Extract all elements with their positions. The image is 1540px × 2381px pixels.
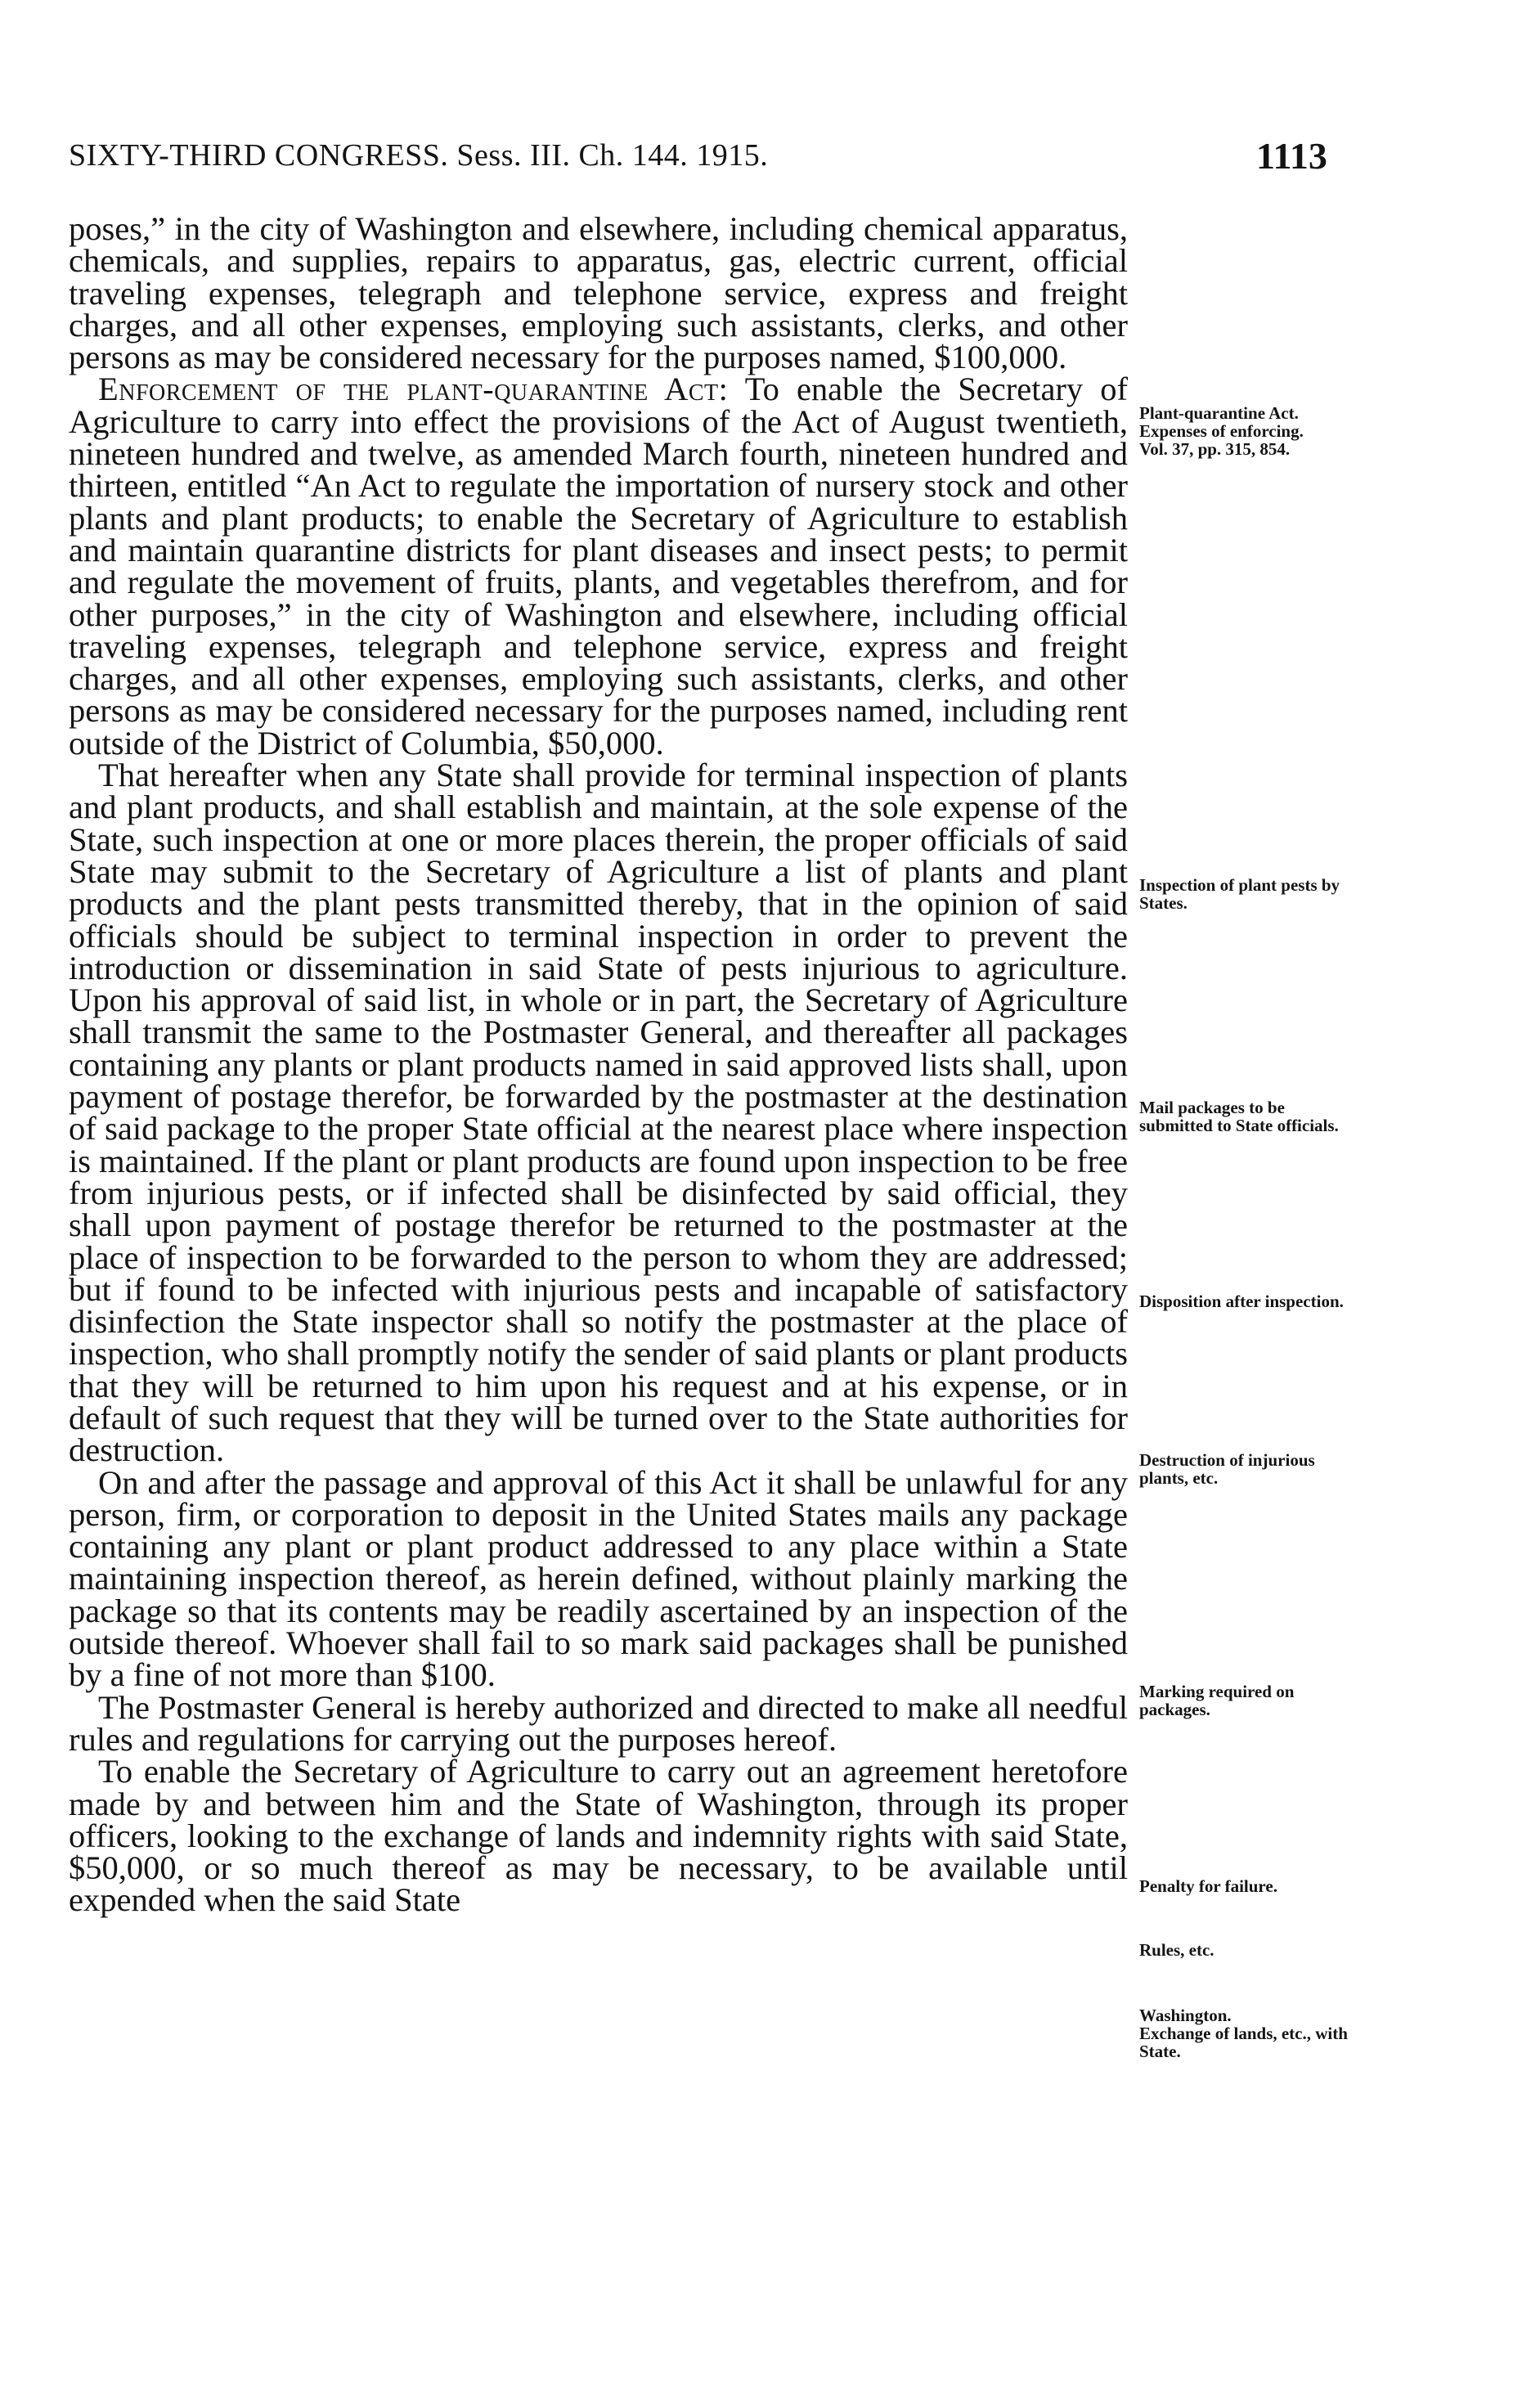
margin-note-line: Destruction of injurious plants, etc.: [1139, 1450, 1315, 1488]
margin-note-line: Marking required on packages.: [1139, 1682, 1295, 1719]
margin-note-line: Penalty for failure.: [1139, 1876, 1277, 1896]
paragraph-marking: [69, 1463, 1128, 1694]
margin-note-destruction: [1139, 1451, 1360, 1487]
margin-note-disposition: [1139, 1292, 1360, 1310]
margin-note-line: Washington.: [1139, 2006, 1232, 2025]
margin-note-mail-packages: [1139, 1098, 1360, 1134]
margin-note-washington: [1139, 2006, 1360, 2060]
paragraph-text: On and after the passage and approval of this Act it shall be unlawful for any person, firm, or corporation to deposit in the United States mails any package containing any plant or plant product addressed to any place within a State maintaining inspection thereof, as herein defined, without plainly marking the package so that its contents may be readily ascertained by an inspection of the outside thereof. Whoever shall fail to so mark said packages shall be punished by a fine of not more than $100.: [69, 1463, 1128, 1694]
margin-note-plant-quarantine: [1139, 404, 1360, 458]
paragraph-text: To enable the Secretary of Agriculture to carry into effect the provisions of the Act of August twentieth, nineteen hundred and twelve, as amended March fourth, nineteen hundred and thirteen, entitled “An Act to regulate the importation of nursery stock and other plants and plant products; to enable the Secretary of Agriculture to establish and maintain quarantine districts for plant diseases and insect pests; to permit and regulate the movement of fruits, plants, and vegetables therefrom, and for other purposes,” in the city of Washington and elsewhere, including official traveling expenses, telegraph and telephone service, express and freight charges, and all other expenses, employing such assistants, clerks, and other persons as may be considered necessary for the purposes named, including rent outside of the District of Columbia, $50,000.: [69, 371, 1128, 761]
paragraph-rules: [69, 1688, 1128, 1758]
margin-note-line: Vol. 37, pp. 315, 854.: [1139, 439, 1291, 459]
paragraph-text: poses,” in the city of Washington and elsewhere, including chemical apparatus, chemicals, and supplies, repairs to apparatus, gas, electric current, official traveling expenses, telegraph and telephone service, express and freight charges, and all other expenses, employing such assistants, clerks, and other persons as may be considered necessary for the purposes named, $100,000.: [69, 210, 1128, 376]
statute-text: [69, 210, 1128, 1919]
margin-note-line: Mail packages to be submitted to State officials.: [1139, 1098, 1339, 1135]
margin-note-inspection: [1139, 876, 1360, 912]
margin-note-rules: [1139, 1941, 1360, 1959]
margin-note-penalty: [1139, 1877, 1360, 1895]
paragraph-terminal-inspection: [69, 759, 1128, 1467]
running-head: SIXTY-THIRD CONGRESS. Sess. III. Ch. 144. 1915.: [69, 138, 769, 173]
margin-note-line: Disposition after inspection.: [1139, 1292, 1344, 1311]
margin-note-line: Expenses of enforcing.: [1139, 421, 1304, 441]
paragraph-text: The Postmaster General is hereby authorized and directed to make all needful rules and regulations for carrying out the purposes hereof.: [69, 1688, 1128, 1758]
paragraph-plant-quarantine: [69, 373, 1128, 759]
section-lead: Enforcement of the plant-quarantine Act:: [98, 371, 729, 408]
page-number: 1113: [1256, 135, 1327, 177]
margin-note-line: Exchange of lands, etc., with State.: [1139, 2024, 1348, 2061]
margin-note-marking: [1139, 1682, 1360, 1718]
running-header: [69, 137, 1377, 186]
margin-note-line: Rules, etc.: [1139, 1940, 1214, 1960]
margin-note-line: Plant-quarantine Act.: [1139, 403, 1299, 423]
paragraph-washington: [69, 1753, 1128, 1919]
margin-note-line: Inspection of plant pests by States.: [1139, 875, 1340, 913]
paragraph-purposes: [69, 210, 1128, 376]
paragraph-text: That hereafter when any State shall provide for terminal inspection of plants and plant products, and shall establish and maintain, at the sole expense of the State, such inspection at one or more places therein, the proper officials of said State may submit to the Secretary of Agriculture a list of plants and plant products and the plant pests transmitted thereby, that in the opinion of said officials should be subject to terminal inspection in order to prevent the introduction or dissemination in said State of pests injurious to agriculture. Upon his approval of said list, in whole or in part, the Secretary of Agriculture shall transmit the same to the Postmaster General, and thereafter all packages containing any plants or plant products named in said approved lists shall, upon payment of postage therefor, be forwarded by the postmaster at the destination of said package to the proper State official at the nearest place where inspection is maintained. If the plant or plant products are found upon inspection to be free from injurious pests, or if infected shall be disinfected by said official, they shall upon payment of postage therefor be returned to the postmaster at the place of inspection to be forwarded to the person to whom they are addressed; but if found to be infected with injurious pests and incapable of satisfactory disinfection the State inspector shall so notify the postmaster at the place of inspection, who shall promptly notify the sender of said plants or plant products that they will be returned to him upon his request and at his expense, or in default of such request that they will be turned over to the State authorities for destruction.: [69, 757, 1128, 1469]
paragraph-text: To enable the Secretary of Agriculture to carry out an agreement heretofore made by and between him and the State of Washington, through its proper officers, looking to the exchange of lands and indemnity rights with said State, $50,000, or so much thereof as may be necessary, to be available until expended when the said State: [69, 1753, 1128, 1919]
